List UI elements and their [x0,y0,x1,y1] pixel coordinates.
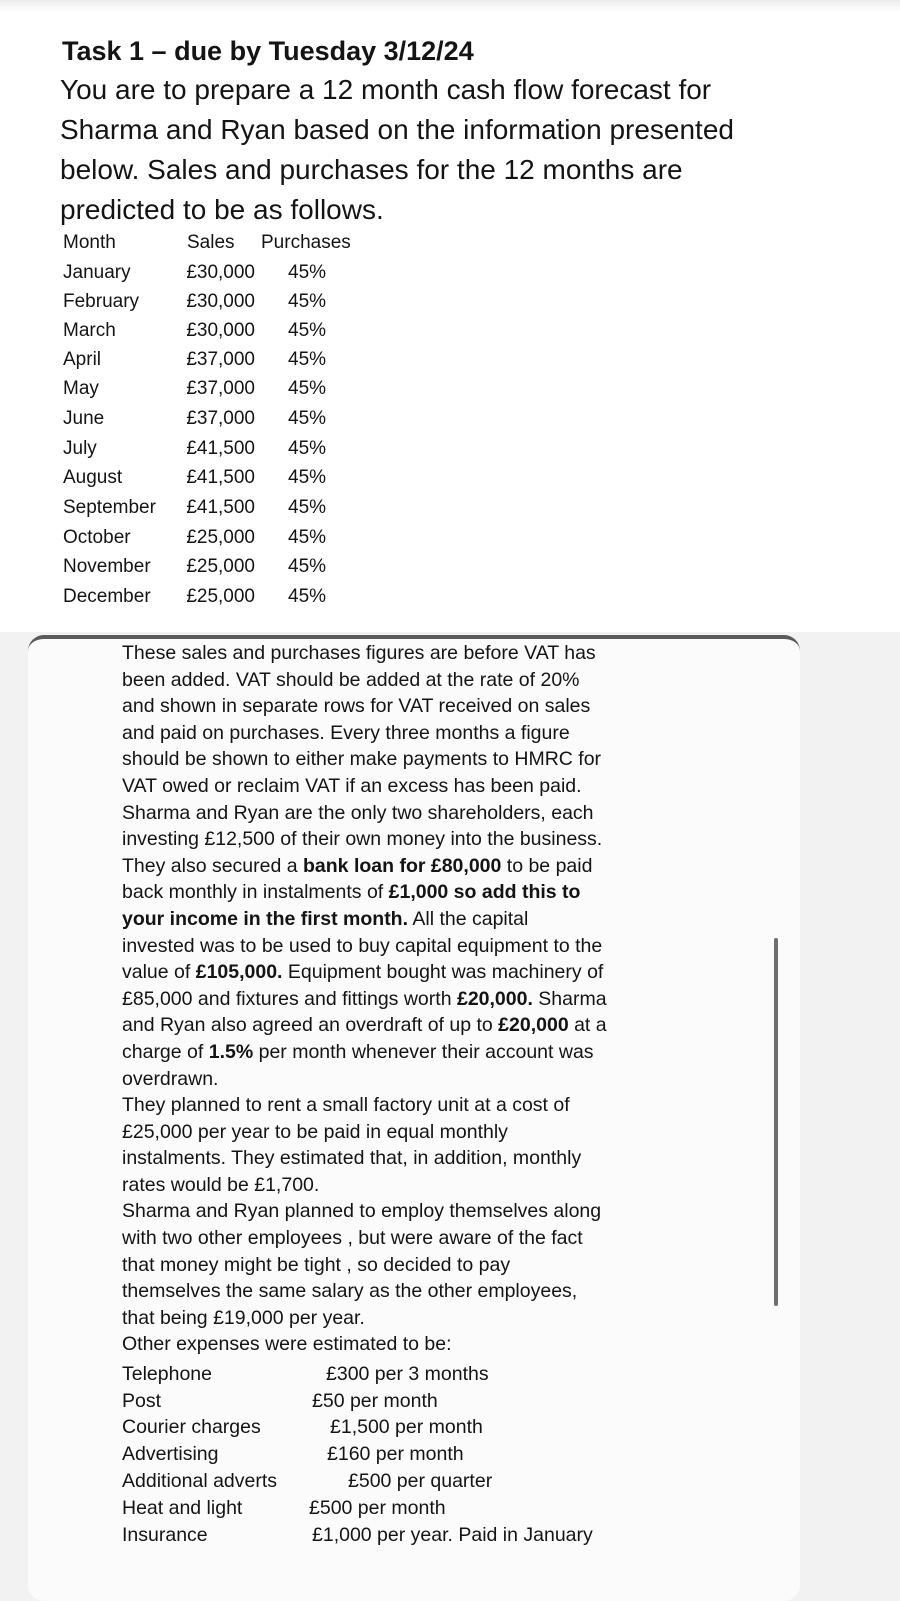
detail-line: that being £19,000 per year. [122,1306,365,1329]
row-purchases: 45% [288,497,327,518]
row-purchases: 45% [288,320,327,341]
row-purchases: 45% [288,438,327,459]
detail-line: These sales and purchases figures are before VAT has [122,642,596,664]
instalment-amount: £1,000 so add this to [388,881,581,904]
expense-name: Insurance [122,1524,208,1546]
row-month: July [63,438,97,459]
detail-line [122,959,762,986]
detail-line: themselves the same salary as the other employees, [122,1280,578,1303]
instalment-text: back monthly in instalments of [122,881,389,904]
photo-edge [0,0,900,12]
expense-name: Post [122,1390,162,1412]
detail-line: VAT owed or reclaim VAT if an excess has been paid. [122,774,582,797]
expense-name: Heat and light [122,1497,243,1519]
detail-line: Sharma and Ryan are the only two shareholders, each [122,801,594,824]
detail-line: been added. VAT should be added at the rate of 20% [122,668,580,691]
row-month: November [63,556,151,577]
row-sales: £30,000 [186,291,255,312]
row-purchases: 45% [288,291,327,312]
row-sales: £25,000 [186,527,255,548]
header-sales: Sales [187,232,235,253]
task-photo [0,0,900,632]
row-sales: £25,000 [186,556,255,577]
expense-amount: £300 per 3 months [326,1363,489,1385]
task-title: Task 1 – due by Tuesday 3/12/24 [62,36,474,66]
capital-text: All the capital [408,907,529,930]
row-month: June [63,408,105,429]
detail-line [122,1039,762,1066]
detail-line: investing £12,500 of their own money into the business. [122,828,603,851]
detail-line: Sharma and Ryan planned to employ themselves along [122,1200,602,1223]
row-sales: £37,000 [186,378,255,399]
detail-line: that money might be tight , so decided to pay [122,1253,511,1276]
fixtures-text-after: Sharma [532,987,607,1010]
row-month: April [63,349,102,370]
expense-amount: £160 per month [327,1443,464,1465]
first-month-text: your income in the first month. [122,907,409,930]
row-month: January [63,262,131,283]
row-purchases: 45% [288,586,327,607]
loan-text: They also secured a [122,854,304,877]
row-sales: £37,000 [186,349,255,370]
row-purchases: 45% [288,527,327,548]
detail-line: Other expenses were estimated to be: [122,1333,452,1356]
expense-amount: £50 per month [312,1390,438,1412]
expense-amount: £1,500 per month [330,1416,483,1438]
expense-name: Courier charges [122,1416,261,1438]
detail-line: should be shown to either make payments to HMRC for [122,748,602,771]
detail-line: rates would be £1,700. [122,1173,320,1196]
detail-line: with two other employees , but were aware of the fact [122,1227,583,1250]
detail-line: instalments. They estimated that, in addition, monthly [122,1147,582,1170]
overdraft-amount: £20,000 [498,1014,569,1037]
expense-amount: £500 per month [309,1497,446,1519]
detail-line [122,986,762,1013]
detail-line [122,853,762,880]
detail-line: and paid on purchases. Every three months a figure [122,721,570,744]
header-purchases: Purchases [261,232,351,253]
rate-text-after: per month whenever their account was [253,1040,594,1063]
row-month: December [63,586,151,607]
row-month: August [63,467,123,488]
detail-line: They planned to rent a small factory unit at a cost of [122,1094,570,1117]
loan-text-after: to be paid [501,854,593,877]
row-purchases: 45% [288,556,327,577]
details-paragraph [122,640,762,1358]
row-purchases: 45% [288,467,327,488]
value-text: value of [122,961,196,984]
row-sales: £30,000 [186,320,255,341]
expense-name: Advertising [122,1443,219,1465]
intro-line: predicted to be as follows. [60,194,384,225]
expense-amount: £500 per quarter [348,1470,493,1492]
row-month: February [63,291,140,312]
row-month: May [63,378,99,399]
detail-line: invested was to be used to buy capital equipment to the [122,934,603,957]
detail-line: £25,000 per year to be paid in equal monthly [122,1120,508,1143]
expense-name: Additional adverts [122,1470,278,1492]
expense-name: Telephone [122,1363,212,1385]
row-month: March [63,320,116,341]
fixtures-amount: £20,000. [456,987,533,1010]
loan-amount: bank loan for £80,000 [303,854,502,877]
intro-line: below. Sales and purchases for the 12 months are [60,154,683,185]
detail-line [122,906,762,933]
overdraft-text: and Ryan also agreed an overdraft of up to [122,1014,499,1037]
row-sales: £41,500 [186,467,255,488]
overdraft-rate: 1.5% [208,1040,254,1063]
intro-line: Sharma and Ryan based on the information presented [60,114,734,145]
row-month: October [63,527,131,548]
row-purchases: 45% [288,349,327,370]
row-sales: £41,500 [186,497,255,518]
detail-line [122,1012,762,1039]
expense-amount: £1,000 per year. Paid in January [312,1524,593,1546]
detail-line: and shown in separate rows for VAT received on sales [122,695,591,718]
detail-line [122,879,762,906]
equipment-text-after: Equipment bought was machinery of [282,961,604,984]
row-sales: £37,000 [186,408,255,429]
row-purchases: 45% [288,408,327,429]
task-intro [60,70,890,230]
row-sales: £41,500 [186,438,255,459]
row-sales: £30,000 [186,262,255,283]
detail-line: overdrawn. [122,1067,219,1090]
overdraft-text-after: at a [568,1014,607,1037]
row-sales: £25,000 [186,586,255,607]
row-purchases: 45% [288,262,327,283]
row-month: September [63,497,156,518]
scrollbar[interactable] [774,938,778,1306]
intro-line: You are to prepare a 12 month cash flow forecast for [60,74,712,105]
header-month: Month [63,232,116,253]
equipment-amount: £105,000. [195,961,283,984]
fixtures-text: £85,000 and fixtures and fittings worth [122,987,457,1010]
row-purchases: 45% [288,378,327,399]
charge-text: charge of [122,1040,209,1063]
